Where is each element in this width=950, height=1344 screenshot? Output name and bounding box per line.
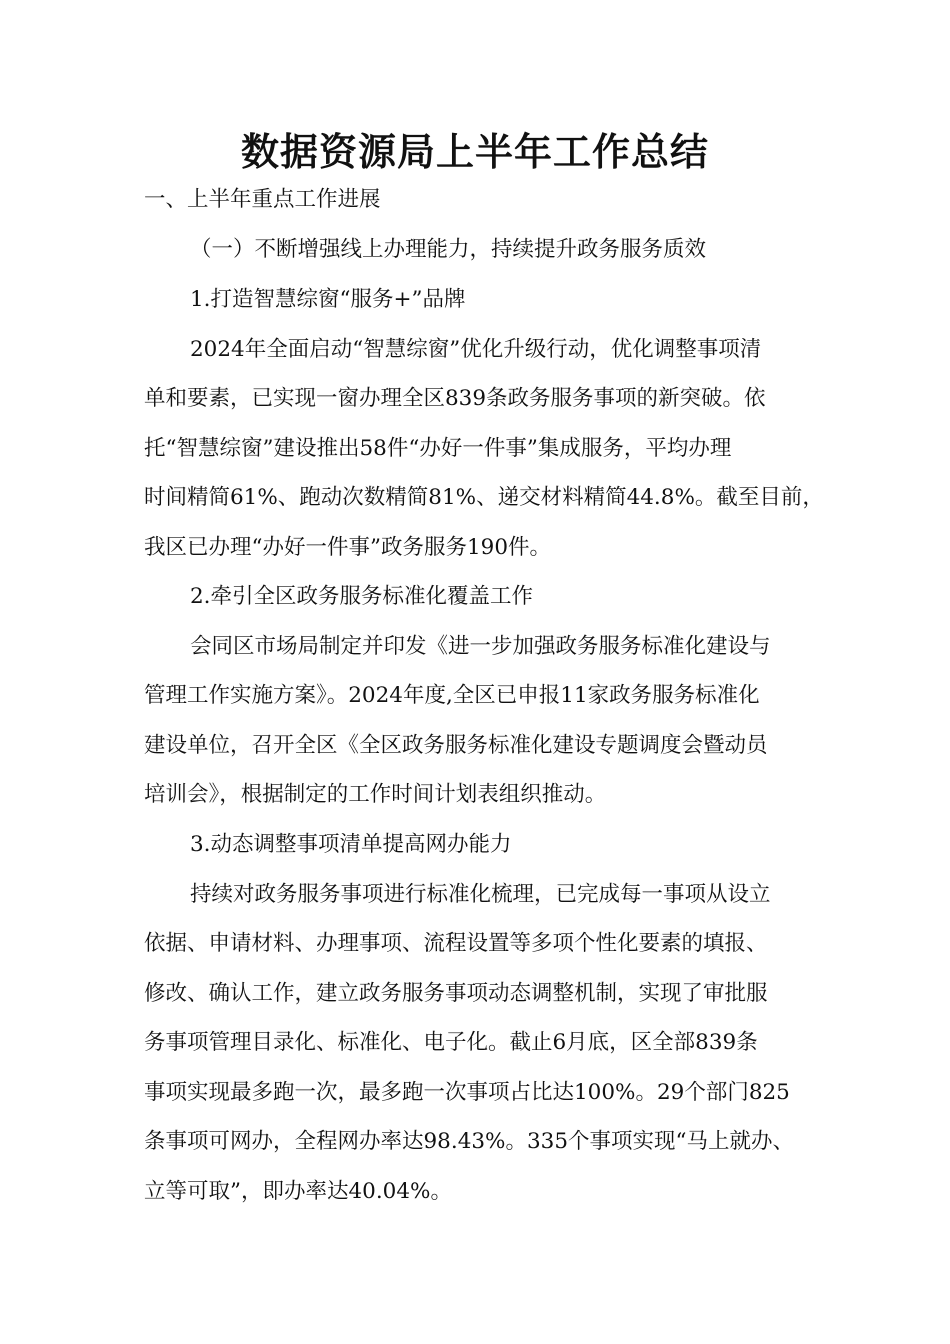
document-title: 数据资源局上半年工作总结 <box>240 130 709 174</box>
paragraph-line: 托“智慧综窗”建设推出58件“办好一件事”集成服务，平均办理 <box>144 436 732 461</box>
paragraph-line: 管理工作实施方案》。2024年度,全区已申报11家政务服务标准化 <box>144 683 760 708</box>
paragraph-line: 单和要素，已实现一窗办理全区839条政务服务事项的新突破。依 <box>144 386 766 411</box>
item-heading-1: 1.打造智慧综窗“服务+”品牌 <box>190 287 466 312</box>
paragraph-line: 建设单位，召开全区《全区政务服务标准化建设专题调度会暨动员 <box>144 733 768 758</box>
paragraph-line: 事项实现最多跑一次，最多跑一次事项占比达100%。29个部门825 <box>144 1080 790 1105</box>
section-heading: 一、上半年重点工作进展 <box>144 187 381 212</box>
paragraph-line: 立等可取”，即办率达40.04%。 <box>144 1179 452 1204</box>
subsection-heading: （一）不断增强线上办理能力，持续提升政务服务质效 <box>190 237 707 262</box>
paragraph-line: 持续对政务服务事项进行标准化梳理，已完成每一事项从设立 <box>190 882 771 907</box>
paragraph-line: 依据、申请材料、办理事项、流程设置等多项个性化要素的填报、 <box>144 931 768 956</box>
paragraph-line: 修改、确认工作，建立政务服务事项动态调整机制，实现了审批服 <box>144 981 768 1006</box>
paragraph-line: 2024年全面启动“智慧综窗”优化升级行动，优化调整事项清 <box>190 337 762 362</box>
paragraph-line: 培训会》，根据制定的工作时间计划表组织推动。 <box>144 782 607 807</box>
paragraph-line: 会同区市场局制定并印发《进一步加强政务服务标准化建设与 <box>190 634 771 659</box>
paragraph-line: 条事项可网办，全程网办率达98.43%。335个事项实现“马上就办、 <box>144 1129 795 1154</box>
item-heading-3: 3.动态调整事项清单提高网办能力 <box>190 832 512 857</box>
item-heading-2: 2.牵引全区政务服务标准化覆盖工作 <box>190 584 534 609</box>
paragraph-line: 时间精简61%、跑动次数精简81%、递交材料精简44.8%。截至目前， <box>144 485 824 510</box>
paragraph-line: 务事项管理目录化、标准化、电子化。截止6月底，区全部839条 <box>144 1030 758 1055</box>
paragraph-line: 我区已办理“办好一件事”政务服务190件。 <box>144 535 552 560</box>
